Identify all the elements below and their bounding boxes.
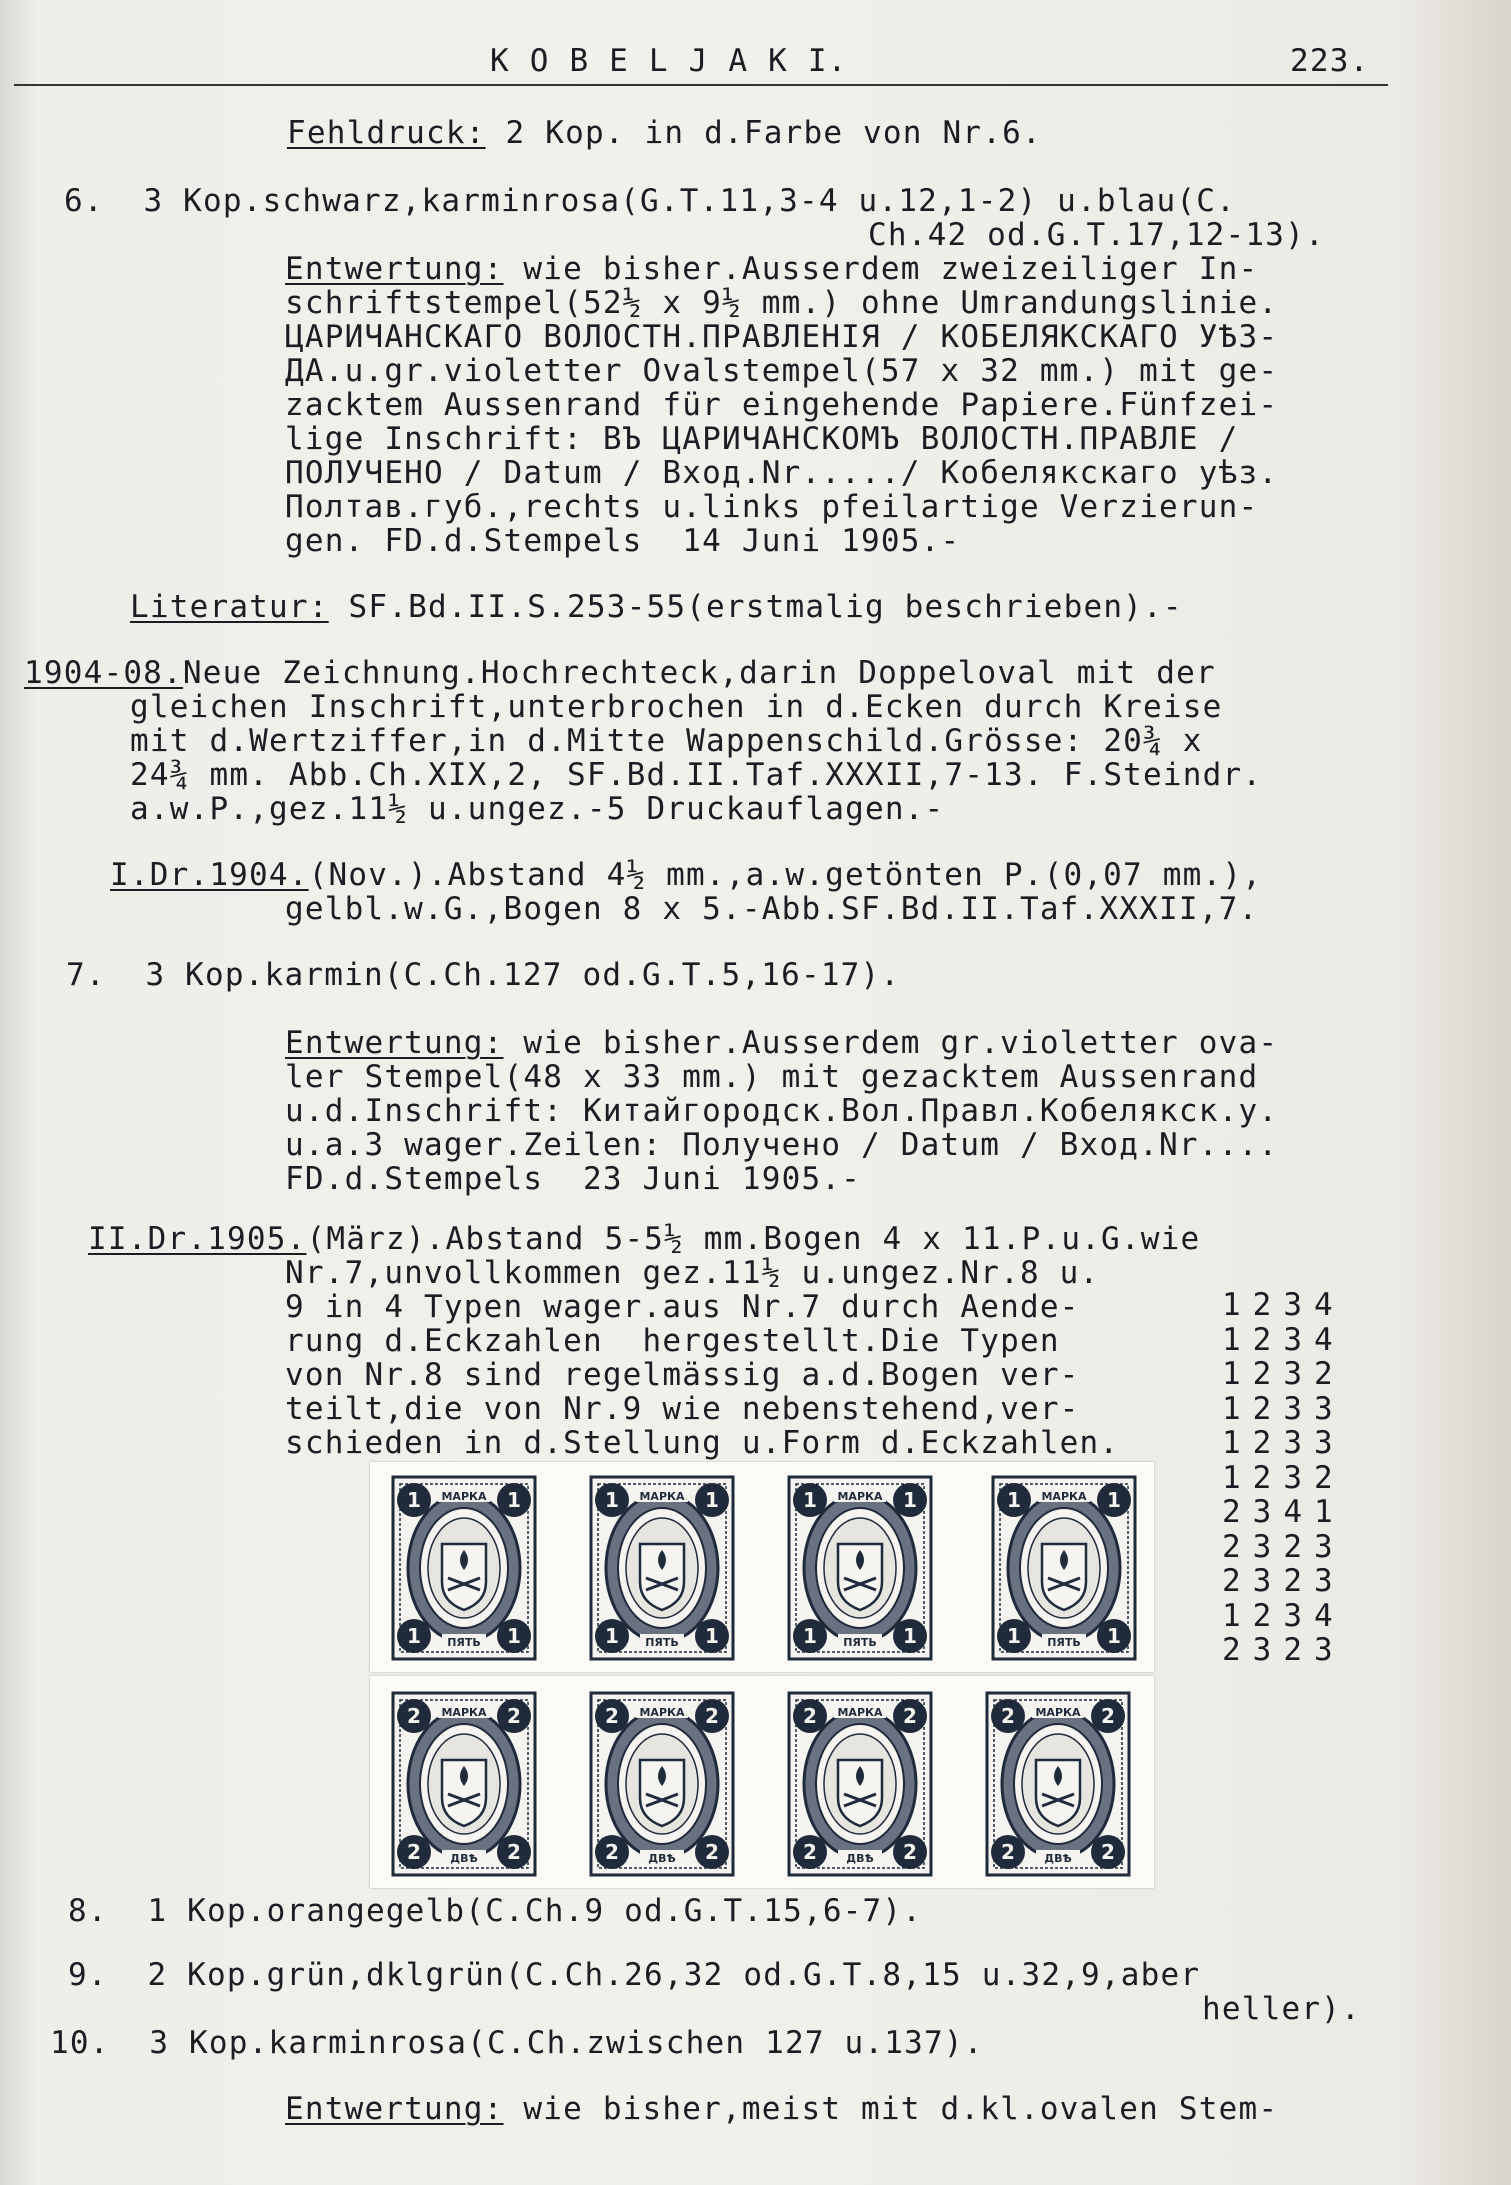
text-line: FD.d.Stempels 23 Juni 1905.- [285,1161,862,1197]
text-line: schieden in d.Stellung u.Form d.Eckzahlen. [285,1425,1120,1461]
entry-10: 10. 3 Kop.karminrosa(C.Ch.zwischen 127 u.137). [50,2025,984,2061]
text-line: ДА.u.gr.violetter Ovalstempel(57 x 32 mm.) mit ge- [285,353,1279,389]
text-line: ЦАРИЧАНСКАГО ВОЛОСТН.ПРАВЛЕНІЯ / КОБЕЛЯКСКАГО УѢЗ- [285,319,1279,355]
text-line: u.d.Inschrift: Китайгородск.Вол.Правл.Кобелякск.у. [285,1093,1279,1129]
underlined-term: Literatur: [130,589,329,625]
header-rule [14,84,1388,86]
type-row: 2323 [1222,1632,1345,1668]
underlined-term: Entwertung: [285,251,504,287]
text-line: lige Inschrift: ВЪ ЦАРИЧАНСКОМЪ ВОЛОСТН.ПРАВЛЕ / [285,421,1239,457]
stamp-2-kop [786,1690,934,1878]
type-row: 1233 [1222,1390,1345,1427]
underlined-term: II.Dr.1905. [88,1221,307,1257]
text-line: Nr.7,unvollkommen gez.11½ u.ungez.Nr.8 u. [285,1255,1100,1291]
text-line: zacktem Aussenrand für eingehende Papiere.Fünfzei- [285,387,1279,423]
type-row: 1234 [1222,1287,1345,1323]
stamp-2-kop [984,1690,1132,1878]
stamp-2-kop [390,1690,538,1878]
text-line: a.w.P.,gez.11½ u.ungez.-5 Druckauflagen.- [130,791,945,827]
type-row: 1234 [1222,1321,1345,1358]
stamp-2-kop [588,1690,736,1878]
text-line: gen. FD.d.Stempels 14 Juni 1905.- [285,523,961,559]
entry-8: 8. 1 Kop.orangegelb(C.Ch.9 od.G.T.15,6-7). [68,1893,923,1929]
type-row: 1234 [1222,1597,1345,1634]
text-line: von Nr.8 sind regelmässig a.d.Bogen ver- [285,1357,1080,1393]
text-line: gleichen Inschrift,unterbrochen in d.Ecken durch Kreise [130,689,1223,725]
type-table [1222,1288,1345,1668]
text-line: teilt,die von Nr.9 wie nebenstehend,ver- [285,1391,1080,1427]
underlined-term: 1904-08. [24,655,183,691]
text-line: Entwertung: wie bisher,meist mit d.kl.ovalen Stem- [285,2091,1279,2127]
type-row: 2323 [1222,1528,1345,1565]
entry-7: 7. 3 Kop.karmin(C.Ch.127 od.G.T.5,16-17). [66,957,901,993]
printing-heading: I.Dr.1904.(Nov.).Abstand 4½ mm.,a.w.getönten P.(0,07 mm.), [110,857,1263,893]
underlined-term: Fehldruck: [287,115,486,151]
type-row: 2341 [1222,1494,1345,1530]
text-line: 9 in 4 Typen wager.aus Nr.7 durch Aende- [285,1289,1080,1325]
stamp-1-kop [786,1474,934,1662]
printing-heading: II.Dr.1905.(März).Abstand 5-5½ mm.Bogen 4 x 11.P.u.G.wie [88,1221,1201,1257]
text-line: mit d.Wertziffer,in d.Mitte Wappenschild.Grösse: 20¾ x [130,723,1203,759]
text-line: Fehldruck: 2 Kop. in d.Farbe von Nr.6. [287,115,1042,151]
underlined-term: I.Dr.1904. [110,857,309,893]
stamp-1-kop [390,1474,538,1662]
text-line: rung d.Eckzahlen hergestellt.Die Typen [285,1323,1060,1359]
literature-line: Literatur: SF.Bd.II.S.253-55(erstmalig beschrieben).- [130,589,1183,625]
text-line: u.a.3 wager.Zeilen: Получено / Datum / Вход.Nr.... [285,1127,1279,1163]
type-row: 1232 [1222,1356,1345,1392]
type-row: 1233 [1222,1425,1345,1461]
text-line: Ch.42 od.G.T.17,12-13). [868,217,1325,253]
text-line: Entwertung: wie bisher.Ausserdem zweizeiliger In- [285,251,1259,287]
running-title: K O B E L J A K I. [490,43,848,79]
type-row: 1232 [1222,1459,1345,1496]
stamp-1-kop [990,1474,1138,1662]
text-line: Полтав.губ.,rechts u.links pfeilartige Verzierun- [285,489,1259,525]
text-line: 24¾ mm. Abb.Ch.XIX,2, SF.Bd.II.Taf.XXXII,7-13. F.Steindr. [130,757,1263,793]
entry-6: 6. 3 Kop.schwarz,karminrosa(G.T.11,3-4 u.12,1-2) u.blau(C. [64,183,1236,219]
issue-heading: 1904-08.Neue Zeichnung.Hochrechteck,darin Doppeloval mit der [24,655,1216,691]
text-line: gelbl.w.G.,Bogen 8 x 5.-Abb.SF.Bd.II.Taf.XXXII,7. [285,891,1259,927]
text-line: heller). [1202,1991,1361,2027]
text-line: ler Stempel(48 x 33 mm.) mit gezacktem Aussenrand [285,1059,1259,1095]
underlined-term: Entwertung: [285,1025,504,1061]
entry-9: 9. 2 Kop.grün,dklgrün(C.Ch.26,32 od.G.T.8,15 u.32,9,aber [68,1957,1201,1993]
type-row: 2323 [1222,1563,1345,1599]
underlined-term: Entwertung: [285,2091,504,2127]
text-line: Entwertung: wie bisher.Ausserdem gr.violetter ova- [285,1025,1279,1061]
text-line: schriftstempel(52½ x 9½ mm.) ohne Umrandungslinie. [285,285,1279,321]
text-line: ПОЛУЧЕНО / Datum / Вход.Nr...../ Кобелякскаго уѣз. [285,455,1279,491]
page-number: 223. [1290,43,1370,79]
stamp-1-kop [588,1474,736,1662]
